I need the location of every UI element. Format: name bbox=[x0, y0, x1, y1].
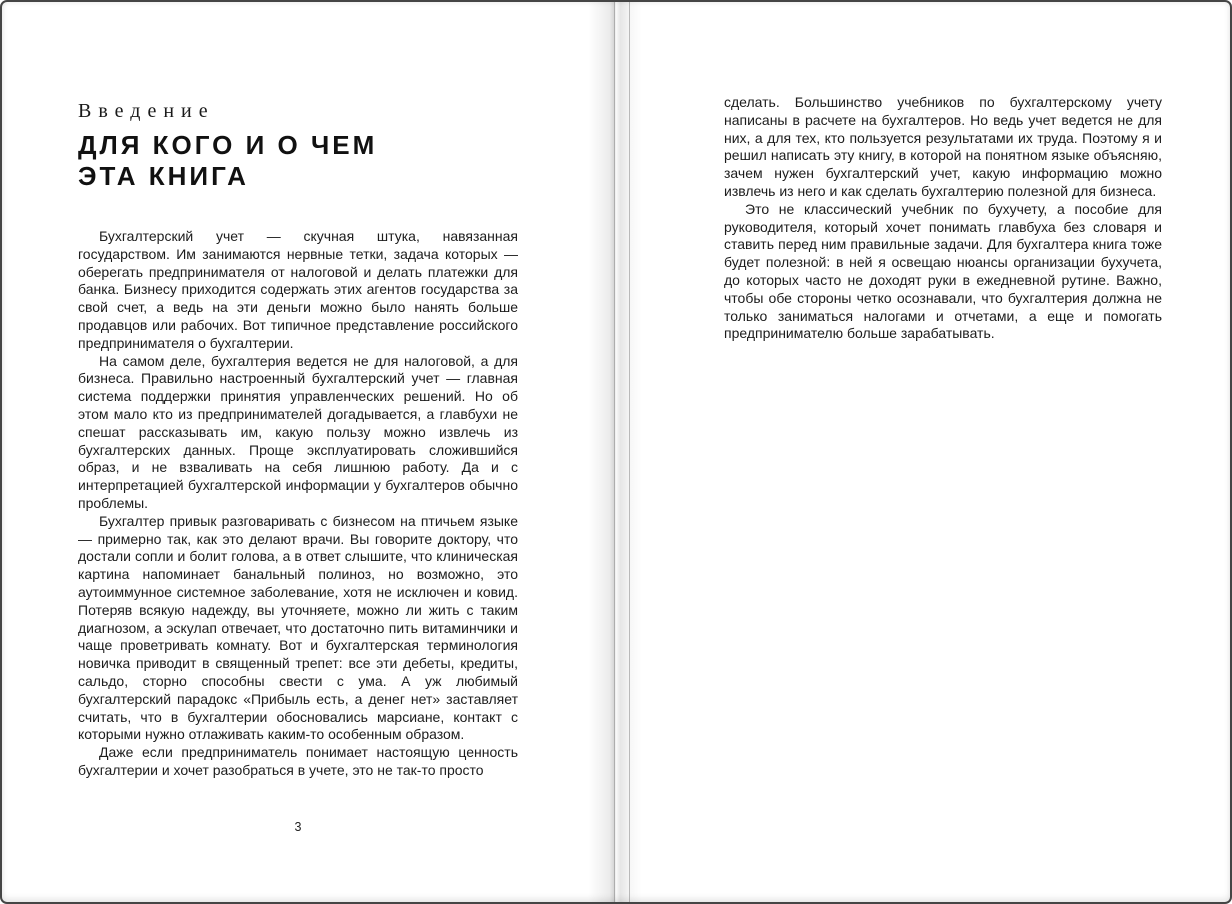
left-page-text-column bbox=[78, 100, 518, 780]
right-page-text-column bbox=[724, 94, 1162, 343]
paragraph: Бухгалтерский учет — скучная штука, навязанная государством. Им занимаются нервные тетки, задача которых — оберегать предпринимателя от налоговой и делать платежки для банка. Бизнесу приходится содержать этих агентов государства за свой счет, а ведь на эти деньги можно было нанять больше продавцов или рабочих. Вот типичное представление российского предпринимателя о бухгалтерии. bbox=[78, 228, 518, 351]
paragraph: Бухгалтер привык разговаривать с бизнесом на птичьем языке — примерно так, как это делают врачи. Вы говорите доктору, что достали сопли и болит голова, а в ответ слышите, что клиническая картина напоминает банальный полиноз, но возможно, это аутоиммунное системное заболевание, хотя не исключен и ковид. Потеряв всякую надежду, вы уточняете, можно ли жить с таким диагнозом, а эскулап отвечает, что достаточно пить витаминчики и чаще проветривать комнату. Вот и бухгалтерская терминология новичка приводит в священный трепет: все эти дебеты, кредиты, сальдо, сторно способны свести с ума. А уж любимый бухгалтерский парадокс «Прибыль есть, а денег нет» заставляет считать, что в бухгалтерии обосновались марсиане, контакт с которыми нужно отлаживать каким-то особенным образом. bbox=[78, 512, 518, 743]
paragraph: Это не классический учебник по бухучету, а пособие для руководителя, который хочет понимать главбуха без словаря и ставить перед ним правильные задачи. Для бухгалтера книга тоже будет полезной: в ней я освещаю нюансы организации бухучета, до которых часто не доходят руки в ежедневной рутине. Важно, чтобы обе стороны четко осознавали, что бухгалтерия должна не только заниматься налогами и отчетами, а еще и помогать предпринимателю больше зарабатывать. bbox=[724, 200, 1162, 342]
left-page-body bbox=[78, 228, 518, 780]
chapter-title-line-1: ДЛЯ КОГО И О ЧЕМ bbox=[78, 130, 378, 160]
gutter-line bbox=[614, 2, 615, 902]
gutter-line bbox=[629, 2, 630, 902]
paragraph: сделать. Большинство учебников по бухгалтерскому учету написаны в расчете на бухгалтеров. Но ведь учет ведется не для них, а для тех, кто пользуется результатами их труда. Поэтому я и решил написать эту книгу, в которой на понятном языке объясняю, зачем нужен бухгалтерский учет, какую информацию можно извлечь из него и как сделать бухгалтерию полезной для бизнеса. bbox=[724, 94, 1162, 199]
paragraph: Даже если предприниматель понимает настоящую ценность бухгалтерии и хочет разобраться в учете, это не так-то просто bbox=[78, 744, 518, 778]
chapter-kicker: Введение bbox=[78, 100, 215, 122]
paragraph: На самом деле, бухгалтерия ведется не для налоговой, а для бизнеса. Правильно настроенный бухгалтерский учет — главная система поддержки принятия управленческих решений. Но об этом мало кто из предпринимателей догадывается, а главбухи не спешат рассказывать им, какую пользу можно извлечь из бухгалтерских данных. Проще эксплуатировать сложившийся образ, и не взваливать на себя лишнюю работу. Да и с интерпретацией бухгалтерской информации у бухгалтеров обычно проблемы. bbox=[78, 352, 518, 511]
chapter-heading bbox=[78, 100, 518, 192]
page-number: 3 bbox=[294, 820, 302, 834]
page-gutter bbox=[588, 2, 642, 902]
chapter-title-line-2: ЭТА КНИГА bbox=[78, 161, 249, 191]
